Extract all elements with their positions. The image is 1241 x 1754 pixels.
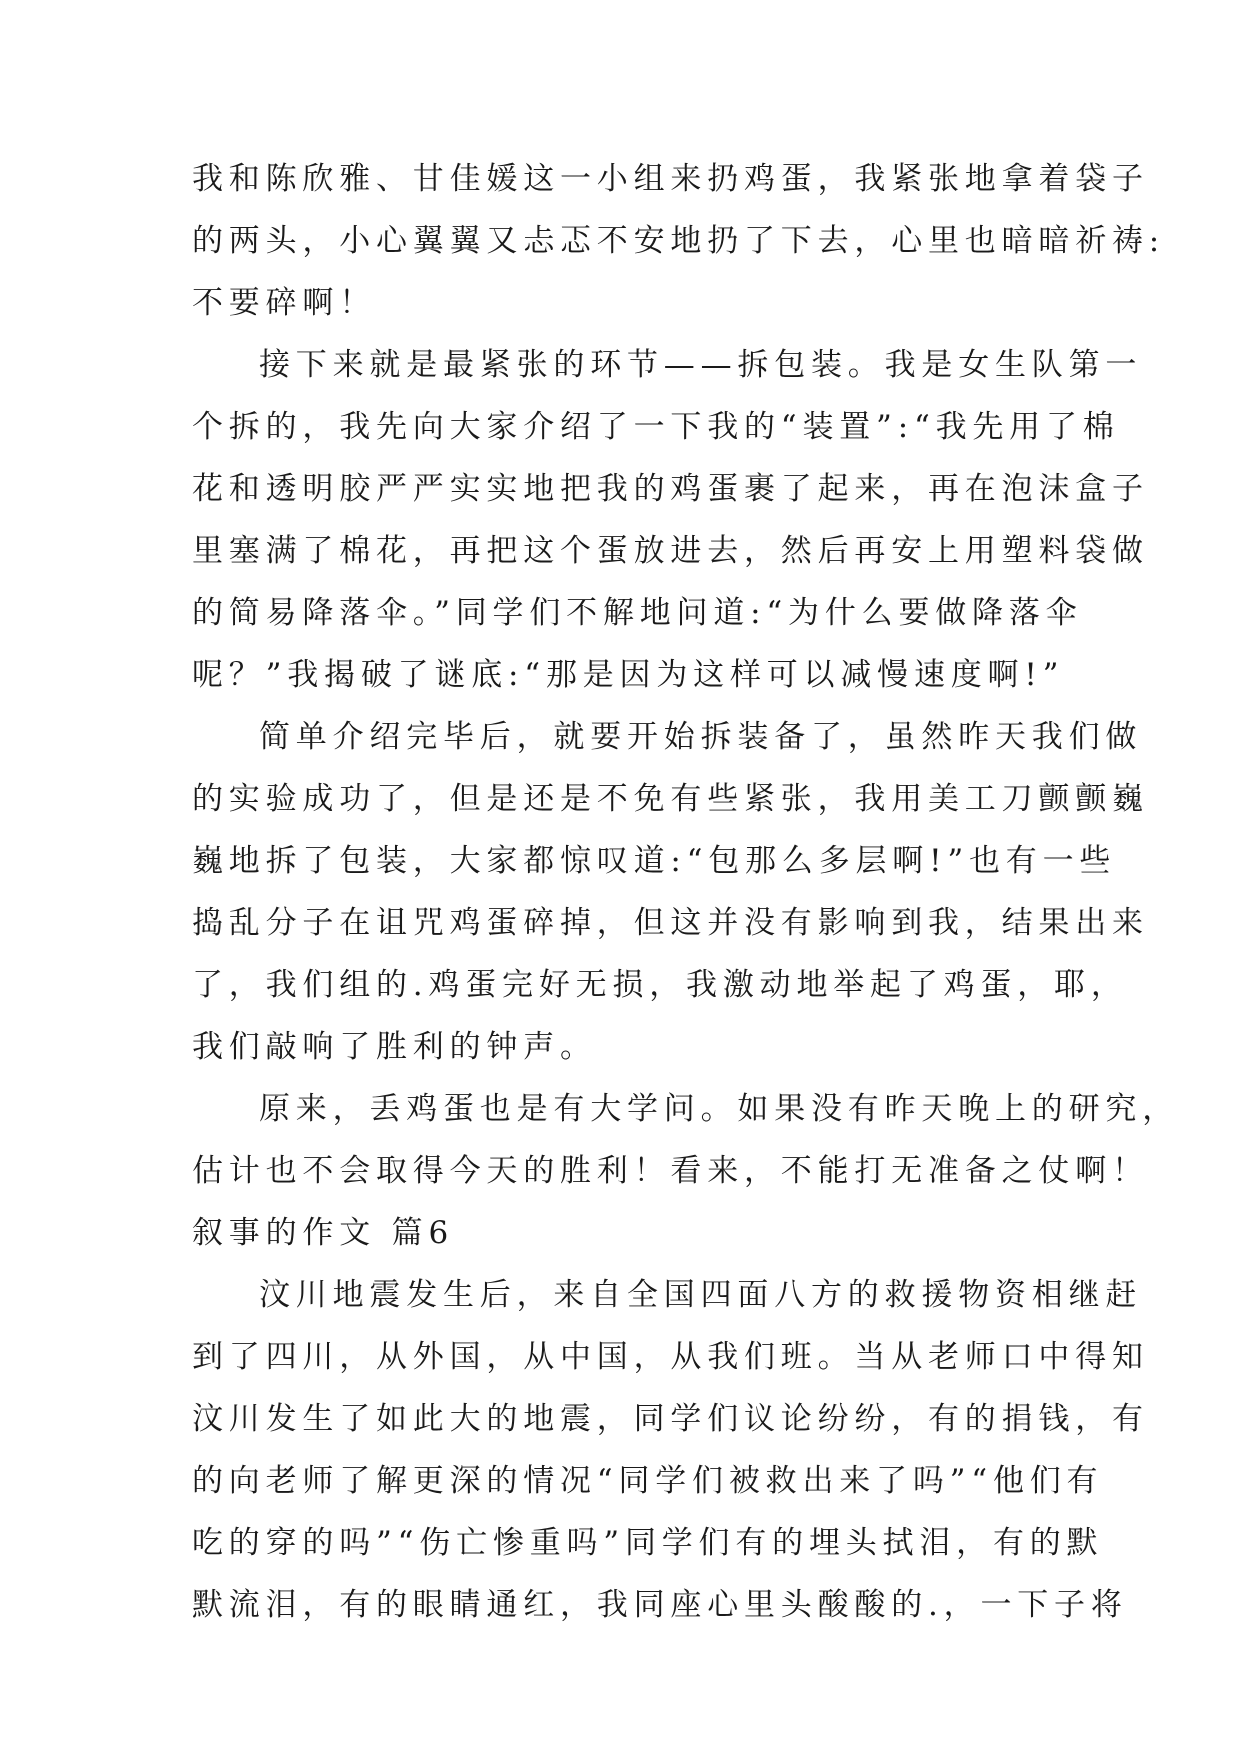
section-heading: 叙事的作文 篇6	[192, 1215, 454, 1251]
text-line: 个拆的，我先向大家介绍了一下我的“装置”:“我先用了棉	[192, 409, 1120, 445]
text-line: 默流泪，有的眼睛通红，我同座心里头酸酸的.，一下子将	[192, 1587, 1128, 1623]
text-line: 的实验成功了，但是还是不免有些紧张，我用美工刀颤颤巍	[192, 781, 1149, 817]
text-line: 巍地拆了包装，大家都惊叹道:“包那么多层啊!”也有一些	[192, 843, 1117, 879]
text-line: 的两头，小心翼翼又忐忑不安地扔了下去，心里也暗暗祈祷:	[192, 223, 1166, 259]
text-line: 的简易降落伞。”同学们不解地问道:“为什么要做降落伞	[192, 595, 1083, 631]
text-line: 汶川发生了如此大的地震，同学们议论纷纷，有的捐钱，有	[192, 1401, 1149, 1437]
text-line: 花和透明胶严严实实地把我的鸡蛋裹了起来，再在泡沫盒子	[192, 471, 1149, 507]
text-line: 到了四川，从外国，从中国，从我们班。当从老师口中得知	[192, 1339, 1149, 1375]
text-line: 不要碎啊！	[192, 285, 376, 321]
paragraph-first-line: 汶川地震发生后，来自全国四面八方的救援物资相继赶	[259, 1277, 1143, 1313]
paragraph-first-line: 简单介绍完毕后，就要开始拆装备了，虽然昨天我们做	[259, 719, 1143, 755]
paragraph-first-line: 接下来就是最紧张的环节——拆包装。我是女生队第一	[259, 347, 1143, 383]
document-page	[192, 148, 1179, 1636]
text-line: 吃的穿的吗”“伤亡惨重吗”同学们有的埋头拭泪，有的默	[192, 1525, 1104, 1561]
text-line: 我们敲响了胜利的钟声。	[192, 1029, 597, 1065]
text-line: 的向老师了解更深的情况“同学们被救出来了吗”“他们有	[192, 1463, 1104, 1499]
text-line: 里塞满了棉花，再把这个蛋放进去，然后再安上用塑料袋做	[192, 533, 1149, 569]
text-line: 估计也不会取得今天的胜利！看来，不能打无准备之仗啊！	[192, 1153, 1149, 1189]
text-line: 呢？”我揭破了谜底:“那是因为这样可以减慢速度啊!”	[192, 657, 1065, 693]
text-line: 捣乱分子在诅咒鸡蛋碎掉，但这并没有影响到我，结果出来	[192, 905, 1149, 941]
text-line: 了，我们组的.鸡蛋完好无损，我激动地举起了鸡蛋，耶，	[192, 967, 1128, 1003]
text-line: 我和陈欣雅、甘佳媛这一小组来扔鸡蛋，我紧张地拿着袋子	[192, 161, 1149, 197]
paragraph-first-line: 原来，丢鸡蛋也是有大学问。如果没有昨天晚上的研究，	[259, 1091, 1179, 1127]
